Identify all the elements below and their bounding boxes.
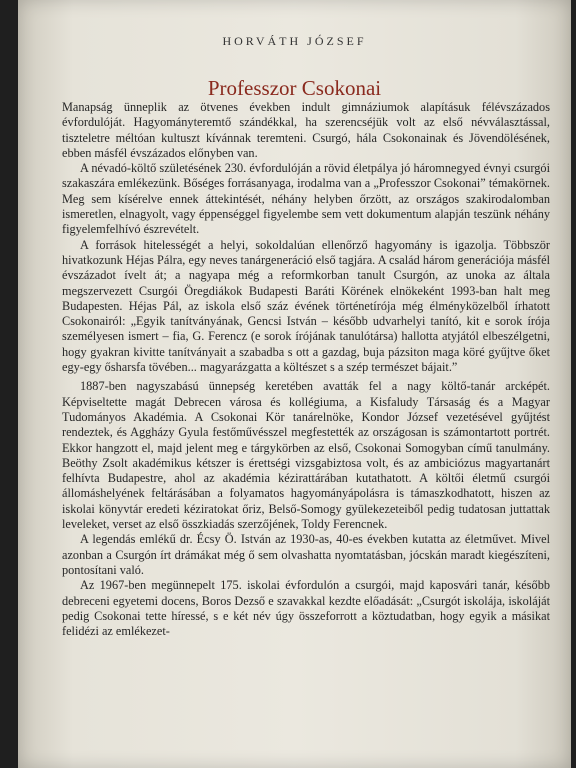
paragraph-3: A források hitelességét a helyi, sokoldalúan ellenőrző hagyomány is igazolja. Többször hivatkozunk Héjas Pálra, egy neves tanárgeneráció első tagjára. A család három generációja másfél évszázadot ívelt át; a nagyapa még a reformkorban tanult Csurgón, az unoka az általa megszervezett Csurgói Öregdiákok Budapesti Baráti Körének elnökeként 1993-ban halt meg Budapesten. Héjas Pál, az iskola első száz évének történetírója még élményközelből írhatott Csokonairól: „Egyik tanítványának, Gencsi István – később udvarhelyi tanító, kit e sorok írója személyesen ismert – fia, G. Ferencz (e sorok írójának tanulótársa) hallotta atyjától elbeszélgetni, hogy gyakran kivitte tanítványait a szabadba s ott a gazdag, buja pázsiton maga köré gyűjtve őket egy-egy ősharsfa tövében... magyarázgatta a költészet s a szép természet bájait.” bbox=[62, 237, 550, 375]
book-page bbox=[18, 0, 571, 768]
chapter-title: Professzor Csokonai bbox=[207, 76, 382, 101]
body-text bbox=[62, 100, 550, 639]
paragraph-5: A legendás emlékű dr. Écsy Ö. István az 1930-as, 40-es években kutatta az életművet. Mivel azonban a Csurgón írt drámákat még ő sem olvashatta nyomtatásban, jócskán maradt kiegészíteni, pontosítani való. bbox=[62, 532, 550, 577]
paragraph-6: Az 1967-ben megünnepelt 175. iskolai évfordulón a csurgói, majd kaposvári tanár, később debreceni egyetemi docens, Boros Dezső e szavakkal kezdte előadását: „Csurgót iskolája, iskoláját pedig Csokonai tette híressé, s e két név úgy összeforrott a köztudatban, hogy egyik a másikat felidézi az emlékezet- bbox=[62, 578, 550, 639]
author-header: HORVÁTH JÓZSEF bbox=[222, 34, 367, 48]
paragraph-2: A névadó-költő születésének 230. évfordulóján a rövid életpálya jó háromnegyed évnyi csurgói szakaszára emlékezünk. Bőséges forrásanyaga, irodalma van a „Professzor Csokonai” témakörnek. Meg sem kísérelve ennek áttekintését, néhány helyben őrzött, az országos szakirodalomban ismeretlen, elnagyolt, vagy éppenséggel figyelembe sem vett dokumentum alapján teszünk néhány figyelemfelhívó észrevételt. bbox=[62, 161, 550, 237]
paragraph-1: Manapság ünneplik az ötvenes években indult gimnáziumok alapításuk félévszázados évfordulóját. Hagyományteremtő szándékkal, ha szerencséjük volt az első névválasztással, tiszteletre méltóan kultuszt kívánnak teremteni. Csurgó, hála Csokonainak és Jövendölésének, ebben másfél évszázados előnyben van. bbox=[62, 100, 550, 160]
paragraph-4: 1887-ben nagyszabású ünnepség keretében avatták fel a nagy költő-tanár arcképét. Képviseltette magát Debrecen városa és kollégiuma, a Kisfaludy Társaság és a Magyar Tudományos Akadémia. A Csokonai Kör tanárelnöke, Kondor József vezetésével gyűjtést rendeztek, és Aggházy Gyula festőművésszel megfestették az országosan is számontartott portrét. Ekkor hangzott el, majd jelent meg e tárgykörben az első, Csokonai Somogyban című tanulmány. Beöthy Zsolt akadémikus kétszer is érettségi vizsgabiztosa volt, és az ambiciózus magyartanárt felhívta Budapestre, ahol az akadémia kézirattárában kutathatott. A költői életmű csurgói állomáshelyének feltárásában a folyamatos hagyományápolásra is támaszkodhatott, hiszen az iskolai könyvtár eredeti kéziratokat őriz, Belső-Somogy gyülekezeteiből pedig tudatosan juttattak leveleket, verset az első összkiadás szerzőjének, Toldy Ferencnek. bbox=[62, 379, 550, 532]
